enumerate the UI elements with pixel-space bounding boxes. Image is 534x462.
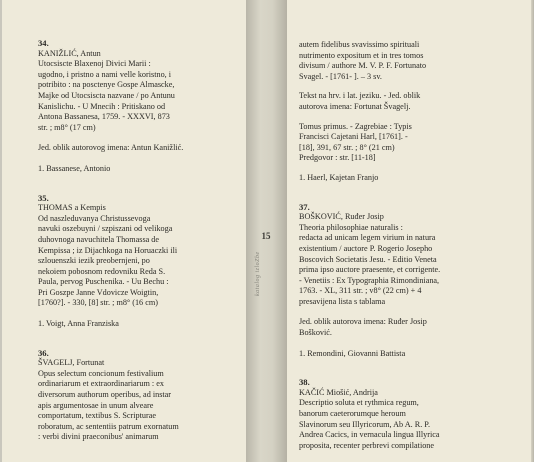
entry-tracing: 1. Bassanese, Antonio xyxy=(38,163,111,173)
entry-description: Opus selectum concionum festivalium ordinariarum et extraordinariarum : ex diversorum authorum operibus, ad instar apis argumentosae in unum alveare comportatum, textibus S. Scripturae roboratum, ac sententiis patrum exornatum : verbi divini praeconibus' animarum xyxy=(38,368,179,442)
catalog-entry-34 xyxy=(38,38,238,175)
entry-heading: KAČIĆ Miošić, Andrija xyxy=(299,387,378,397)
entry-36-continuation: autem fidelibus svavissimo spirituali nutrimento expositum et in tres tomos divisum / authore M. V. P. F. Fortunato Svagel. - [1761- ]. – 3 sv. xyxy=(299,40,427,81)
catalog-entry-37 xyxy=(299,202,499,360)
entry-number: 34. xyxy=(38,38,49,48)
entry-tracing: 1. Remondini, Giovanni Battista xyxy=(299,348,406,358)
entry-number: 37. xyxy=(299,201,310,212)
entry-heading: BOŠKOVIĆ, Ruđer Josip xyxy=(299,212,384,222)
entry-number: 36. xyxy=(38,347,49,358)
entry-heading: ŠVAGELJ, Fortunat xyxy=(38,358,105,368)
entry-36-tracing: 1. Haerl, Kajetan Franjo xyxy=(299,172,379,182)
page-number: 15 xyxy=(261,231,271,241)
entry-description: Theoria philosophiae naturalis : redacta ad unicam legem virium in natura existentium / auctore P. Rogerio Josepho Boscovich Societatis Jesu. - Editio Veneta prima ipso auctore praesente, et corrigente. - Venetiis : Ex Typographia Rimondiniana, 1763. - XL, 311 str. ; v8° (22 cm) + 4 presavijena lista s tablama xyxy=(299,222,441,306)
entry-number: 35. xyxy=(38,192,49,203)
catalog-entry-35 xyxy=(38,193,238,330)
entry-heading: THOMAS a Kempis xyxy=(38,203,106,213)
entry-number: 38. xyxy=(299,377,310,388)
catalog-entry-36 xyxy=(38,348,238,443)
entry-36-tome: Tomus primus. - Zagrebiae : Typis Francisci Cajetani Harl, [1761]. - [18], 391, 67 str. ; 8° (21 cm) Predgovor : str. [11-18] xyxy=(299,121,412,163)
catalog-entry-38 xyxy=(299,377,499,451)
running-side-label: katalog izloZbe xyxy=(255,251,261,296)
entry-description: Utocsiscte Blaxenoj Divici Marii : ugodno, i pristno a nami velle koristno, i potribito : na posctenye Gospe Almascke, Majke od Utocsiscta nazvane / po Antunu Kanislichu. - U Mnecih : Pritiskano od Antona Bassanesa, 1759. - XXXVI, 873 str. ; m8° (17 cm) xyxy=(38,59,175,132)
entry-note: Jed. oblik autorova imena: Ruđer Josip Bošković. xyxy=(299,317,427,338)
right-column xyxy=(299,40,499,457)
left-column xyxy=(38,38,238,449)
entry-description: Od naszleduvanya Christussevoga navuki oszebuyni / szpiszani od velikoga duhovnoga navuchitela Thomassa de Kempissa ; iz Dijachkoga na Horuaczki ili szlouenszki iezik preobernjeni, po nekoiem pobosnom redovniku Reda S. Paula, pervog Puschenika. - Uu Bechu : Pri Goszpe Janne Vdovicze Woigtin, [1760?]. - 330, [8] str. ; m8° (16 cm) xyxy=(38,213,178,308)
entry-heading: KANIŽLIĆ, Antun xyxy=(38,48,101,58)
entry-description: Descriptio soluta et rythmica regum, banorum caeterorumque heroum Slavinorum seu Illyricorum, Ab A. R. P. Andrea Cacics, in vernacula lingua Illyrica proposita, recenter perbrevi compilatione xyxy=(299,398,440,450)
entry-note: Jed. oblik autorovog imena: Antun Kanižlić. xyxy=(38,143,184,153)
entry-36-language-note: Tekst na hrv. i lat. jeziku. - Jed. oblik autorova imena: Fortunat Švagelj. xyxy=(299,91,421,111)
entry-tracing: 1. Voigt, Anna Franziska xyxy=(38,319,119,329)
